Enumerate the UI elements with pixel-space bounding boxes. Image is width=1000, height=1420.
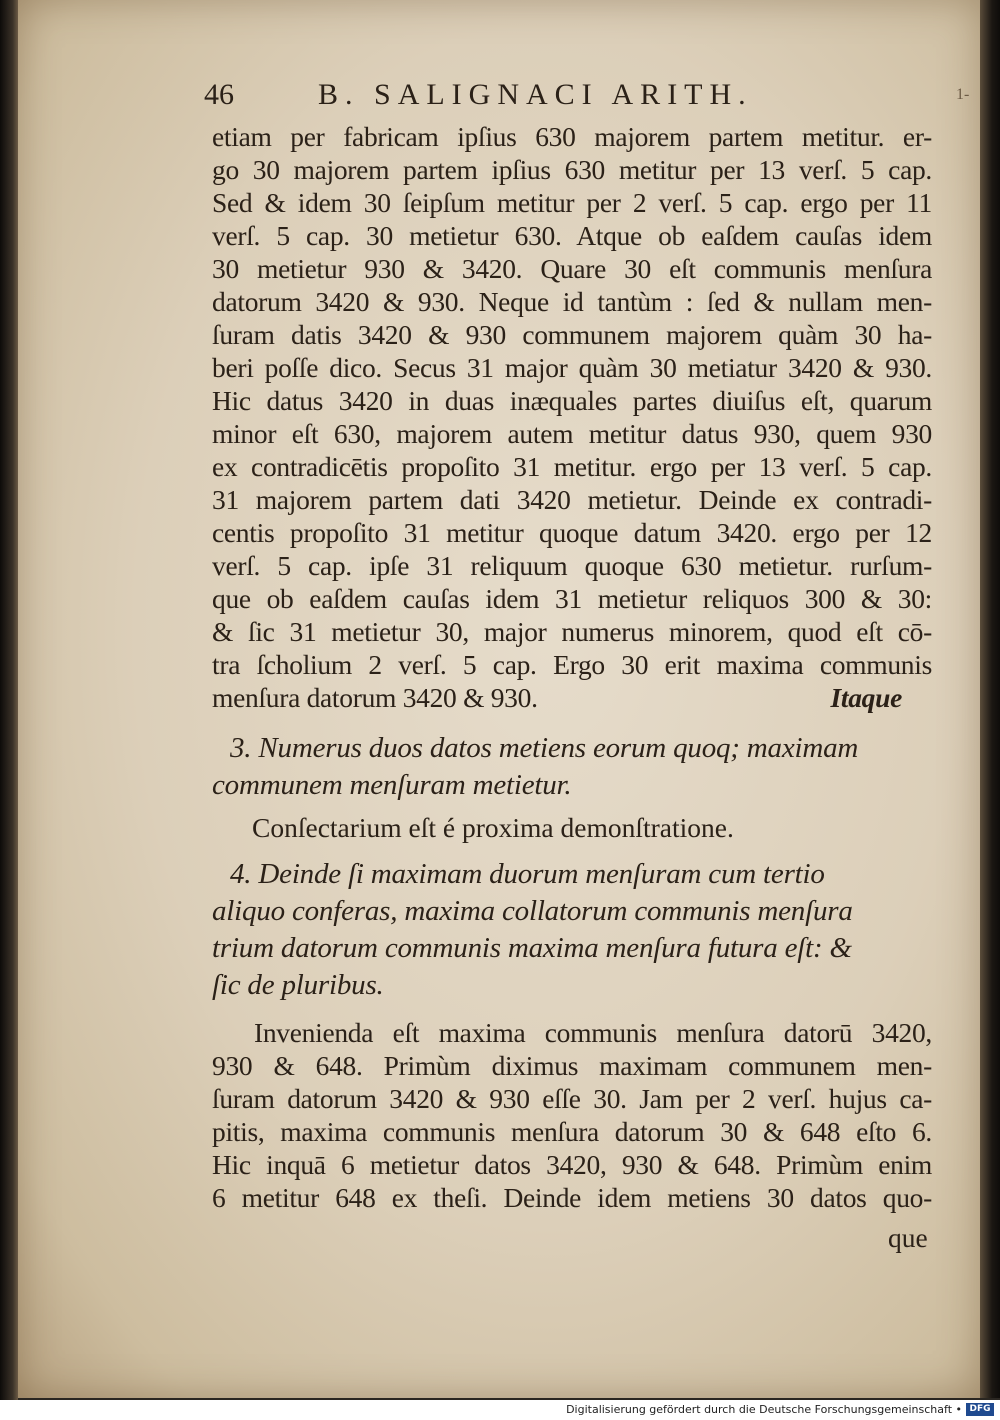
- book-spine: [0, 0, 18, 1400]
- proposition-line: communem menſuram metietur.: [212, 769, 572, 801]
- text-line-final: [212, 681, 932, 714]
- text-line: ex contradicētis propoſito 31 metitur. ergo per 13 verſ. 5 cap.: [212, 451, 932, 482]
- proposition-4: [212, 856, 932, 1004]
- page-header: [190, 78, 920, 114]
- catchword: que: [888, 1222, 928, 1253]
- paragraph-2: [212, 1016, 932, 1214]
- text-line: 31 majorem partem dati 3420 metietur. Deinde ex contradi-: [212, 484, 932, 515]
- text-line: centis propoſito 31 metitur quoque datum 3420. ergo per 12: [212, 517, 932, 548]
- final-line-text: menſura datorum 3420 & 930.: [212, 682, 538, 713]
- text-line: beri poſſe dico. Secus 31 major quàm 30 metiatur 3420 & 930.: [212, 352, 932, 383]
- text-line: 6 metitur 648 ex theſi. Deinde idem metiens 30 datos quo-: [212, 1182, 932, 1213]
- text-line: go 30 majorem partem ipſius 630 metitur per 13 verſ. 5 cap.: [212, 154, 932, 185]
- text-line: 30 metietur 930 & 3420. Quare 30 eſt communis menſura: [212, 253, 932, 284]
- text-line: Hic datus 3420 in duas inæquales partes diuiſus eſt, quarum: [212, 385, 932, 416]
- page-number: 46: [204, 78, 234, 111]
- text-line: pitis, maxima communis menſura datorum 30 & 648 eſto 6.: [212, 1116, 932, 1147]
- proposition-line: trium datorum communis maxima menſura futura eſt: &: [212, 932, 852, 964]
- text-line: tra ſcholium 2 verſ. 5 cap. Ergo 30 erit maxima communis: [212, 649, 932, 680]
- footer-credit-text: Digitalisierung gefördert durch die Deutsche Forschungsgemeinschaft •: [566, 1403, 962, 1416]
- text-line: Hic inquā 6 metietur datos 3420, 930 & 648. Primùm enim: [212, 1149, 932, 1180]
- proposition-3: [212, 730, 932, 804]
- text-line: datorum 3420 & 930. Neque id tantùm : ſed & nullam men-: [212, 286, 932, 317]
- text-line: ſuram datorum 3420 & 930 eſſe 30. Jam per 2 verſ. hujus ca-: [212, 1083, 932, 1114]
- text-line: & ſic 31 metietur 30, major numerus minorem, quod eſt cō-: [212, 616, 932, 647]
- inline-catchword: Itaque: [830, 682, 902, 713]
- text-line: verſ. 5 cap. 30 metietur 630. Atque ob eaſdem cauſas idem: [212, 220, 932, 251]
- text-line: 930 & 648. Primùm diximus maximam communem men-: [212, 1050, 932, 1081]
- text-line: verſ. 5 cap. ipſe 31 reliquum quoque 630 metietur. rurſum-: [212, 550, 932, 581]
- digitization-footer: [0, 1400, 1000, 1420]
- text-line: Sed & idem 30 ſeipſum metitur per 2 verſ. 5 cap. ergo per 11: [212, 187, 932, 218]
- text-line: etiam per fabricam ipſius 630 majorem partem metitur. er-: [212, 121, 932, 152]
- text-line: ſuram datis 3420 & 930 communem majorem quàm 30 ha-: [212, 319, 932, 350]
- proposition-line: 3. Numerus duos datos metiens eorum quoq; maximam: [230, 732, 859, 764]
- text-line: que ob eaſdem cauſas idem 31 metietur reliquos 300 & 30:: [212, 583, 932, 614]
- text-line: minor eſt 630, majorem autem metitur datus 930, quem 930: [212, 418, 932, 449]
- corner-mark: 1-: [956, 86, 970, 103]
- proposition-line: aliquo conferas, maxima collatorum communis menſura: [212, 895, 853, 927]
- text-line: Invenienda eſt maxima communis menſura datorū 3420,: [254, 1017, 932, 1048]
- corollary-line: Conſectarium eſt é proxima demonſtratione.: [252, 812, 734, 843]
- page-edge: [980, 0, 1000, 1398]
- proposition-line: ſic de pluribus.: [212, 969, 384, 1001]
- proposition-line: 4. Deinde ſi maximam duorum menſuram cum tertio: [230, 858, 825, 890]
- dfg-logo-icon: DFG: [966, 1403, 994, 1416]
- paragraph-1: [212, 120, 932, 714]
- running-head: B. SALIGNACI ARITH.: [318, 78, 753, 111]
